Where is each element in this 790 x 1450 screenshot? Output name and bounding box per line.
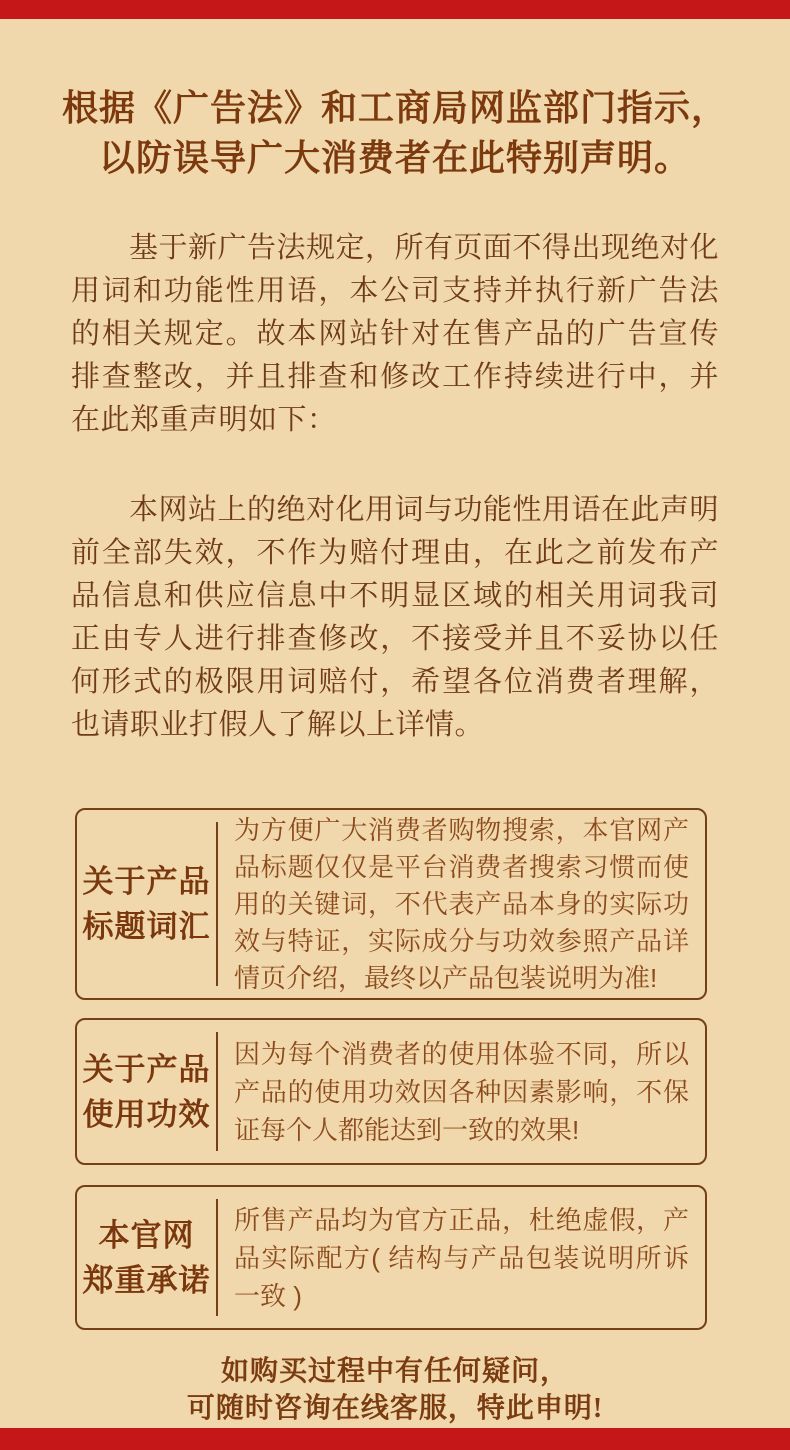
notice-box-label-line1: 关于产品 <box>82 864 211 899</box>
bottom-red-bar <box>0 1428 790 1450</box>
notice-box-label-line1: 本官网 <box>98 1217 195 1253</box>
notice-box-official-promise <box>75 1185 707 1330</box>
notice-box-label <box>77 859 216 949</box>
intro-paragraph: 基于新广告法规定，所有页面不得出现绝对化用词和功能性用语，本公司支持并执行新广告法的相关规定。故本网站针对在售产品的广告宣传排查整改，并且排查和修改工作持续进行中，并在此郑重声明如下： <box>71 232 720 436</box>
page-title-line2: 以防误导广大消费者在此特别声明。 <box>98 138 691 178</box>
top-red-bar <box>0 0 790 19</box>
footer-note <box>0 1353 790 1427</box>
notice-box-text: 因为每个消费者的使用体验不同，所以产品的使用功效因各种因素影响，不保证每个人都能达到一致的效果! <box>234 1038 689 1145</box>
footer-note-line2: 可随时咨询在线客服，特此申明! <box>186 1393 604 1424</box>
notice-box-text: 为方便广大消费者购物搜索，本官网产品标题仅仅是平台消费者搜索习惯而使用的关键词，不代表产品本身的实际功效与特证，实际成分与功效参照产品详情页介绍，最终以产品包装说明为准! <box>234 814 689 993</box>
statement-paragraph: 本网站上的绝对化用词与功能性用语在此声明前全部失效，不作为赔付理由，在此之前发布产品信息和供应信息中不明显区域的相关用词我司正由专人进行排查修改，不接受并且不妥协以任何形式的极限用词赔付，希望各位消费者理解，也请职业打假人了解以上详情。 <box>71 494 720 741</box>
footer-note-line1: 如购买过程中有任何疑问， <box>220 1356 569 1387</box>
notice-box-text: 所售产品均为官方正品，杜绝虚假，产品实际配方( 结构与产品包装说明所诉一致 ) <box>234 1204 689 1311</box>
notice-box-label-line1: 关于产品 <box>82 1051 211 1087</box>
notice-box-label <box>77 1213 216 1303</box>
notice-box-label-line2: 郑重承诺 <box>82 1262 211 1298</box>
notice-box-product-title-keywords <box>75 808 707 1000</box>
notice-box-label-line2: 使用功效 <box>82 1096 211 1132</box>
notice-box-product-effect <box>75 1018 707 1165</box>
page-title-line1: 根据《广告法》和工商局网监部门指示， <box>61 88 728 128</box>
page-title <box>0 83 790 183</box>
notice-box-label <box>77 1047 216 1137</box>
notice-box-label-line2: 标题词汇 <box>82 909 211 944</box>
